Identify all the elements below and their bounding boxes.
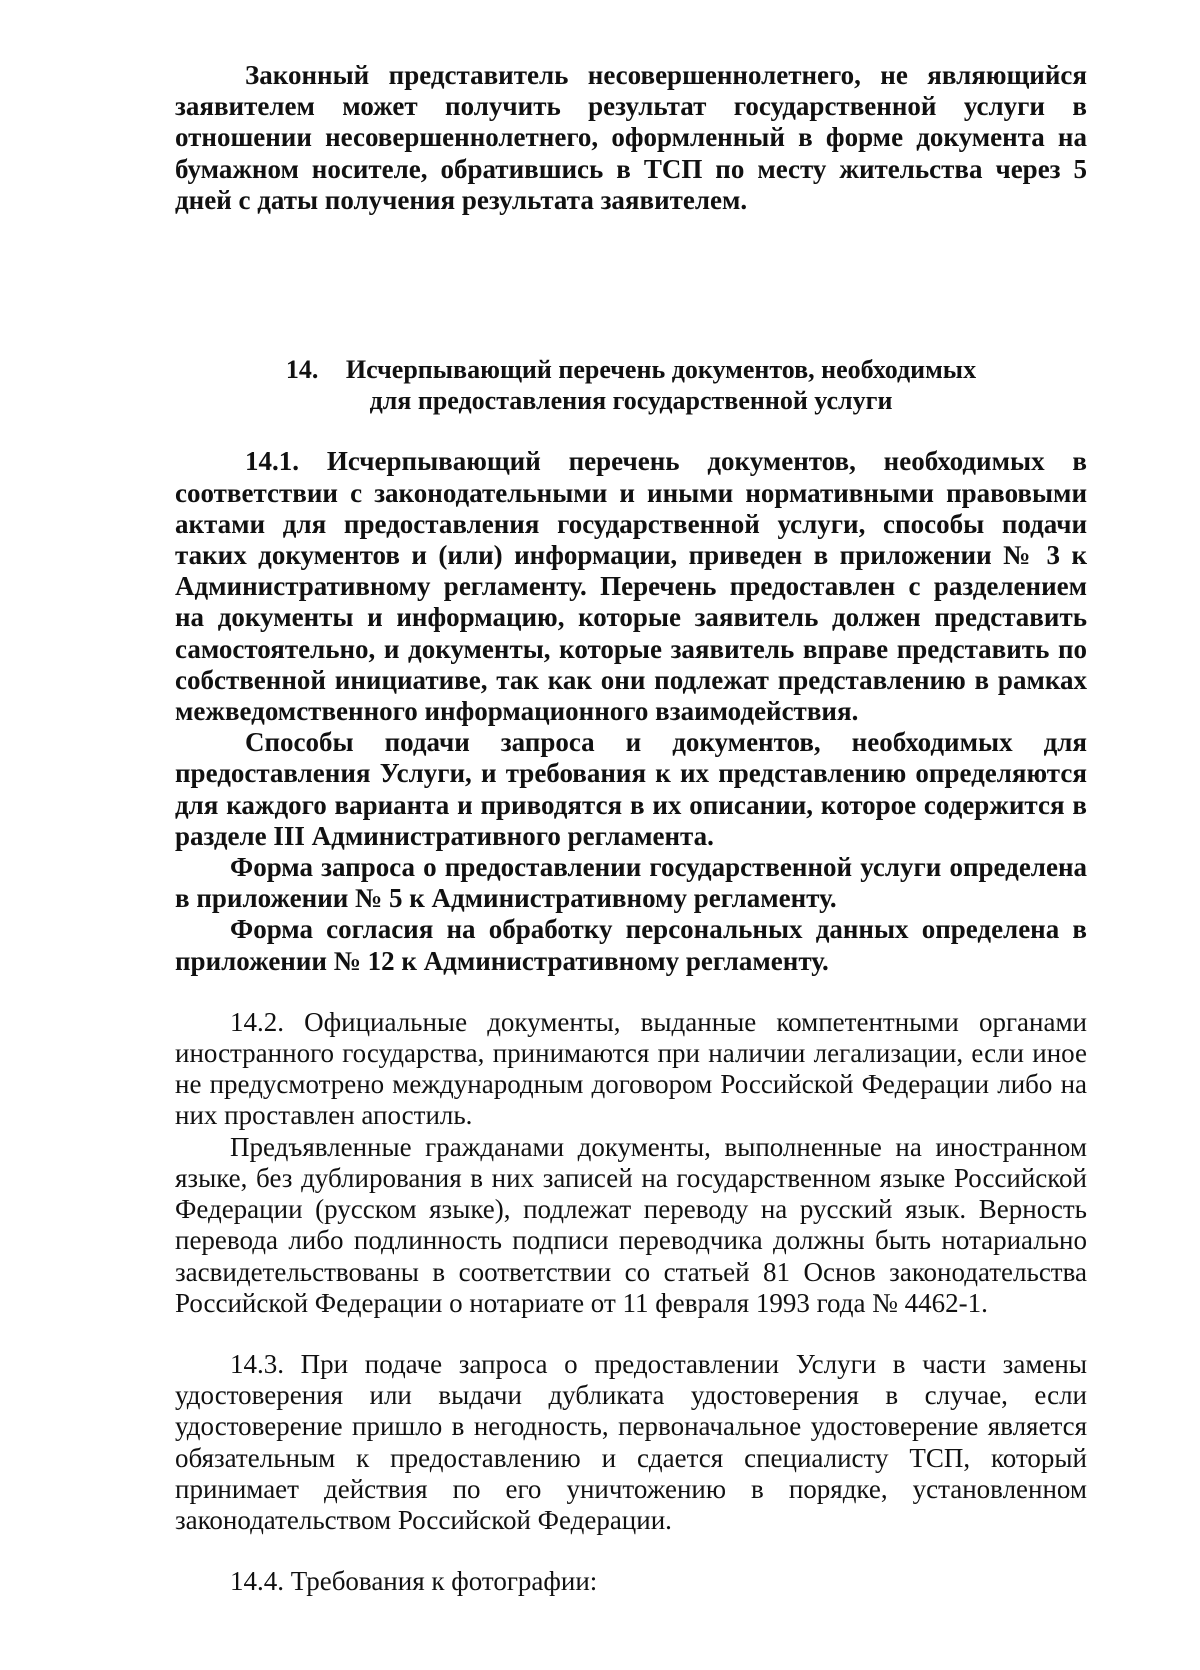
section-number: 14. <box>285 355 319 385</box>
paragraph-14-3: 14.3. При подаче запроса о предоставлении Услуги в части замены удостоверения или выдачи дубликата удостоверения в случае, если удостоверение пришло в негодность, первоначальное удостоверение является обязательным к предоставлению и сдается специалисту ТСП, который принимает действия по его уничтожению в порядке, установленном законодательством Российской Федерации. <box>175 1348 1087 1535</box>
spacer <box>175 216 1087 354</box>
document-page <box>175 60 1087 1597</box>
spacer <box>175 977 1087 1007</box>
paragraph-14-1-consent-form: Форма согласия на обработку персональных данных определена в приложении № 12 к Административному регламенту. <box>175 914 1087 976</box>
spacer <box>175 1536 1087 1566</box>
paragraph-14-1-request-form: Форма запроса о предоставлении государственной услуги определена в приложении № 5 к Административному регламенту. <box>175 852 1087 914</box>
section-title-line-2: для предоставления государственной услуги <box>369 386 893 416</box>
section-heading-line-1 <box>175 354 1087 385</box>
paragraph-14-1: 14.1. Исчерпывающий перечень документов, необходимых в соответствии с законодательными и иными нормативными правовыми актами для предоставления государственной услуги, способы подачи таких документов и (или) информации, приведен в приложении № 3 к Административному регламенту. Перечень предоставлен с разделением на документы и информацию, которые заявитель должен представить самостоятельно, и документы, которые заявитель вправе представить по собственной инициативе, так как они подлежат представлению в рамках межведомственного информационного взаимодействия. <box>175 446 1087 727</box>
paragraph-14-4: 14.4. Требования к фотографии: <box>230 1566 598 1597</box>
spacer <box>175 416 1087 446</box>
paragraph-legal-representative: Законный представитель несовершеннолетнего, не являющийся заявителем может получить результат государственной услуги в отношении несовершеннолетнего, оформленный в форме документа на бумажном носителе, обратившись в ТСП по месту жительства через 5 дней с даты получения результата заявителем. <box>175 60 1087 215</box>
spacer <box>175 1319 1087 1349</box>
paragraph-14-1-methods: Способы подачи запроса и документов, необходимых для предоставления Услуги, и требования к их представлению определяются для каждого варианта и приводятся в их описании, которое содержится в разделе III Административного регламента. <box>175 727 1087 851</box>
section-heading <box>175 354 1087 416</box>
section-title-line-1: Исчерпывающий перечень документов, необходимых <box>345 355 977 385</box>
paragraph-14-2: 14.2. Официальные документы, выданные компетентными органами иностранного государства, принимаются при наличии легализации, если иное не предусмотрено международным договором Российской Федерации либо на них проставлен апостиль. <box>175 1006 1087 1131</box>
paragraph-14-2-translation: Предъявленные гражданами документы, выполненные на иностранном языке, без дублирования в них записей на государственном языке Российской Федерации (русском языке), подлежат переводу на русский язык. Верность перевода либо подлинность подписи переводчика должны быть нотариально засвидетельствованы в соответствии со статьей 81 Основ законодательства Российской Федерации о нотариате от 11 февраля 1993 года № 4462-1. <box>175 1131 1087 1318</box>
